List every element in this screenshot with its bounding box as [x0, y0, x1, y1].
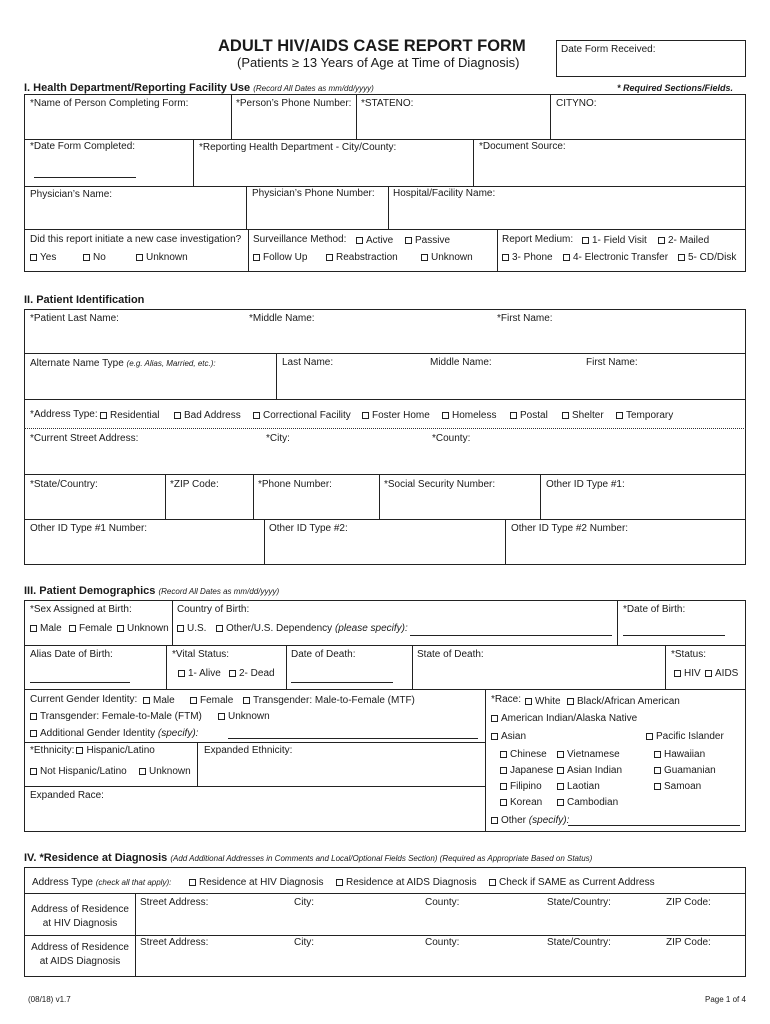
status-aids[interactable]: AIDS	[705, 668, 738, 679]
section-2-title: II. Patient Identification	[24, 294, 145, 306]
aids-city-label[interactable]: City:	[294, 937, 314, 948]
vital-alive[interactable]: 1- Alive	[178, 668, 221, 679]
country-birth-label: Country of Birth:	[177, 604, 250, 615]
addr-residential[interactable]: Residential	[100, 410, 159, 421]
race-laotian[interactable]: Laotian	[557, 781, 600, 792]
expanded-race-label[interactable]: Expanded Race:	[30, 790, 104, 801]
gender-label: Current Gender Identity:	[30, 694, 138, 705]
addr-hiv-label: Address of Residence at HIV Diagnosis	[31, 904, 129, 929]
physician-phone-label[interactable]: Physician’s Phone Number:	[252, 188, 375, 199]
alt-middle-name-label[interactable]: Middle Name:	[430, 357, 492, 368]
aids-zip-label[interactable]: ZIP Code:	[666, 937, 711, 948]
surv-active[interactable]: Active	[356, 235, 393, 246]
gender-female[interactable]: Female	[190, 695, 233, 706]
same-address-checkbox[interactable]: Check if SAME as Current Address	[489, 877, 655, 888]
gender-male[interactable]: Male	[143, 695, 175, 706]
vital-status-label: *Vital Status:	[172, 649, 230, 660]
medium-field-visit[interactable]: 1- Field Visit	[582, 235, 647, 246]
vital-dead[interactable]: 2- Dead	[229, 668, 275, 679]
gender-unknown[interactable]: Unknown	[218, 711, 270, 722]
country-us[interactable]: U.S.	[177, 623, 206, 634]
race-japanese[interactable]: Japanese	[500, 765, 553, 776]
physician-name-label[interactable]: Physician’s Name:	[30, 189, 113, 200]
race-asian-indian[interactable]: Asian Indian	[557, 765, 622, 776]
date-received-field[interactable]	[556, 40, 746, 77]
race-other[interactable]: Other (specify):	[491, 815, 569, 826]
section-4-title: IV. *Residence at Diagnosis (Add Additional Addresses in Comments and Local/Optional Fields Section) (Required as Appropriate Based on Status)	[24, 852, 593, 864]
city-label[interactable]: *City:	[266, 433, 290, 444]
street-label[interactable]: *Current Street Address:	[30, 433, 139, 444]
new-case-no[interactable]: No	[83, 252, 106, 263]
race-guamanian[interactable]: Guamanian	[654, 765, 716, 776]
page-number: Page 1 of 4	[705, 995, 746, 1004]
race-hawaiian[interactable]: Hawaiian	[654, 749, 705, 760]
reporting-hd-label[interactable]: *Reporting Health Department - City/County:	[199, 142, 397, 153]
race-korean[interactable]: Korean	[500, 797, 542, 808]
date-received-label: Date Form Received:	[561, 44, 656, 55]
medium-mailed[interactable]: 2- Mailed	[658, 235, 709, 246]
surv-passive[interactable]: Passive	[405, 235, 450, 246]
form-subtitle: (Patients ≥ 13 Years of Age at Time of Diagnosis)	[237, 55, 520, 70]
race-cambodian[interactable]: Cambodian	[557, 797, 618, 808]
section-3-title: III. Patient Demographics (Record All Dates as mm/dd/yyyy)	[24, 585, 280, 597]
state-death-label[interactable]: State of Death:	[417, 649, 484, 660]
race-aian[interactable]: American Indian/Alaska Native	[491, 713, 637, 724]
status-hiv[interactable]: HIV	[674, 668, 701, 679]
hiv-state-label[interactable]: State/Country:	[547, 897, 611, 908]
new-case-yes[interactable]: Yes	[30, 252, 56, 263]
race-black[interactable]: Black/African American	[567, 696, 680, 707]
form-title: ADULT HIV/AIDS CASE REPORT FORM	[218, 37, 526, 55]
document-source-label[interactable]: *Document Source:	[479, 141, 566, 152]
race-vietnamese[interactable]: Vietnamese	[557, 749, 620, 760]
version-label: (08/18) v1.7	[28, 995, 71, 1004]
addr-postal[interactable]: Postal	[510, 410, 548, 421]
surv-unknown[interactable]: Unknown	[421, 252, 473, 263]
addr-shelter[interactable]: Shelter	[562, 410, 604, 421]
race-chinese[interactable]: Chinese	[500, 749, 547, 760]
addr-foster-home[interactable]: Foster Home	[362, 410, 430, 421]
hiv-zip-label[interactable]: ZIP Code:	[666, 897, 711, 908]
person-completing-label[interactable]: *Name of Person Completing Form:	[30, 98, 189, 109]
date-completed-label[interactable]: *Date Form Completed:	[30, 141, 136, 152]
medium-cd-disk[interactable]: 5- CD/Disk	[678, 252, 736, 263]
aids-street-label[interactable]: Street Address:	[140, 937, 209, 948]
alt-name-type-label[interactable]: Alternate Name Type (e.g. Alias, Married, etc.):	[30, 358, 216, 369]
sex-male[interactable]: Male	[30, 623, 62, 634]
ethnicity-label: *Ethnicity: Hispanic/Latino	[30, 745, 155, 756]
medium-phone[interactable]: 3- Phone	[502, 252, 553, 263]
medium-electronic[interactable]: 4- Electronic Transfer	[563, 252, 668, 263]
first-name-label[interactable]: *First Name:	[497, 313, 553, 324]
address-type-label-4: Address Type (check all that apply):	[32, 877, 172, 888]
address-type-label: *Address Type:	[30, 409, 98, 420]
country-other[interactable]: Other/U.S. Dependency (please specify):	[216, 623, 408, 634]
race-samoan[interactable]: Samoan	[654, 781, 701, 792]
addr-homeless[interactable]: Homeless	[442, 410, 496, 421]
ethnicity-not-hispanic[interactable]: Not Hispanic/Latino	[30, 766, 127, 777]
middle-name-label[interactable]: *Middle Name:	[249, 313, 315, 324]
gender-mtf[interactable]: Transgender: Male-to-Female (MTF)	[243, 695, 415, 706]
stateno-label[interactable]: *STATENO:	[361, 98, 414, 109]
hospital-label[interactable]: Hospital/Facility Name:	[393, 188, 496, 199]
date-death-label[interactable]: Date of Death:	[291, 649, 356, 660]
other-id2-label[interactable]: Other ID Type #2:	[269, 523, 348, 534]
expanded-ethnicity-label[interactable]: Expanded Ethnicity:	[204, 745, 293, 756]
hiv-city-label[interactable]: City:	[294, 897, 314, 908]
sex-female[interactable]: Female	[69, 623, 112, 634]
race-white[interactable]: White	[525, 696, 561, 707]
other-id2-number-label[interactable]: Other ID Type #2 Number:	[511, 523, 629, 534]
hiv-county-label[interactable]: County:	[425, 897, 460, 908]
surv-reabstraction[interactable]: Reabstraction	[326, 252, 398, 263]
cityno-label[interactable]: CITYNO:	[556, 98, 597, 109]
phone-label[interactable]: *Phone Number:	[258, 479, 332, 490]
section-1-title: I. Health Department/Reporting Facility Use (Record All Dates as mm/dd/yyyy)	[24, 82, 374, 94]
other-id1-number-label[interactable]: Other ID Type #1 Number:	[30, 523, 148, 534]
ssn-label[interactable]: *Social Security Number:	[384, 479, 496, 490]
gender-ftm[interactable]: Transgender: Female-to-Male (FTM)	[30, 711, 202, 722]
status-label: *Status:	[671, 649, 707, 660]
required-note: * Required Sections/Fields.	[617, 83, 734, 93]
report-medium-label: Report Medium:	[502, 234, 574, 245]
addr-aids-label: Address of Residence at AIDS Diagnosis	[31, 942, 129, 967]
surv-follow-up[interactable]: Follow Up	[253, 252, 307, 263]
alt-last-name-label[interactable]: Last Name:	[282, 357, 334, 368]
last-name-label[interactable]: *Patient Last Name:	[30, 313, 119, 324]
dob-label[interactable]: *Date of Birth:	[623, 604, 686, 615]
race-label: *Race:	[491, 694, 522, 705]
alt-first-name-label[interactable]: First Name:	[586, 357, 638, 368]
race-asian[interactable]: Asian	[491, 731, 526, 742]
state-label[interactable]: *State/Country:	[30, 479, 98, 490]
addr-bad-address[interactable]: Bad Address	[174, 410, 241, 421]
hiv-street-label[interactable]: Street Address:	[140, 897, 209, 908]
sex-label: *Sex Assigned at Birth:	[30, 604, 132, 615]
race-pacific[interactable]: Pacific Islander	[646, 731, 724, 742]
zip-label[interactable]: *ZIP Code:	[170, 479, 219, 490]
county-label[interactable]: *County:	[432, 433, 471, 444]
aids-county-label[interactable]: County:	[425, 937, 460, 948]
sex-unknown[interactable]: Unknown	[117, 623, 169, 634]
alias-dob-label[interactable]: Alias Date of Birth:	[30, 649, 113, 660]
ethnicity-unknown[interactable]: Unknown	[139, 766, 191, 777]
res-hiv-checkbox[interactable]: Residence at HIV Diagnosis	[189, 877, 324, 888]
new-case-question: Did this report initiate a new case investigation?	[30, 234, 242, 245]
addr-temporary[interactable]: Temporary	[616, 410, 673, 421]
person-phone-label[interactable]: *Person’s Phone Number:	[236, 98, 352, 109]
other-id1-label[interactable]: Other ID Type #1:	[546, 479, 625, 490]
res-aids-checkbox[interactable]: Residence at AIDS Diagnosis	[336, 877, 477, 888]
addr-correctional[interactable]: Correctional Facility	[253, 410, 351, 421]
aids-state-label[interactable]: State/Country:	[547, 937, 611, 948]
surveillance-method-label: Surveillance Method:	[253, 234, 347, 245]
new-case-unknown[interactable]: Unknown	[136, 252, 188, 263]
race-filipino[interactable]: Filipino	[500, 781, 542, 792]
additional-gender[interactable]: Additional Gender Identity (specify):	[30, 728, 198, 739]
